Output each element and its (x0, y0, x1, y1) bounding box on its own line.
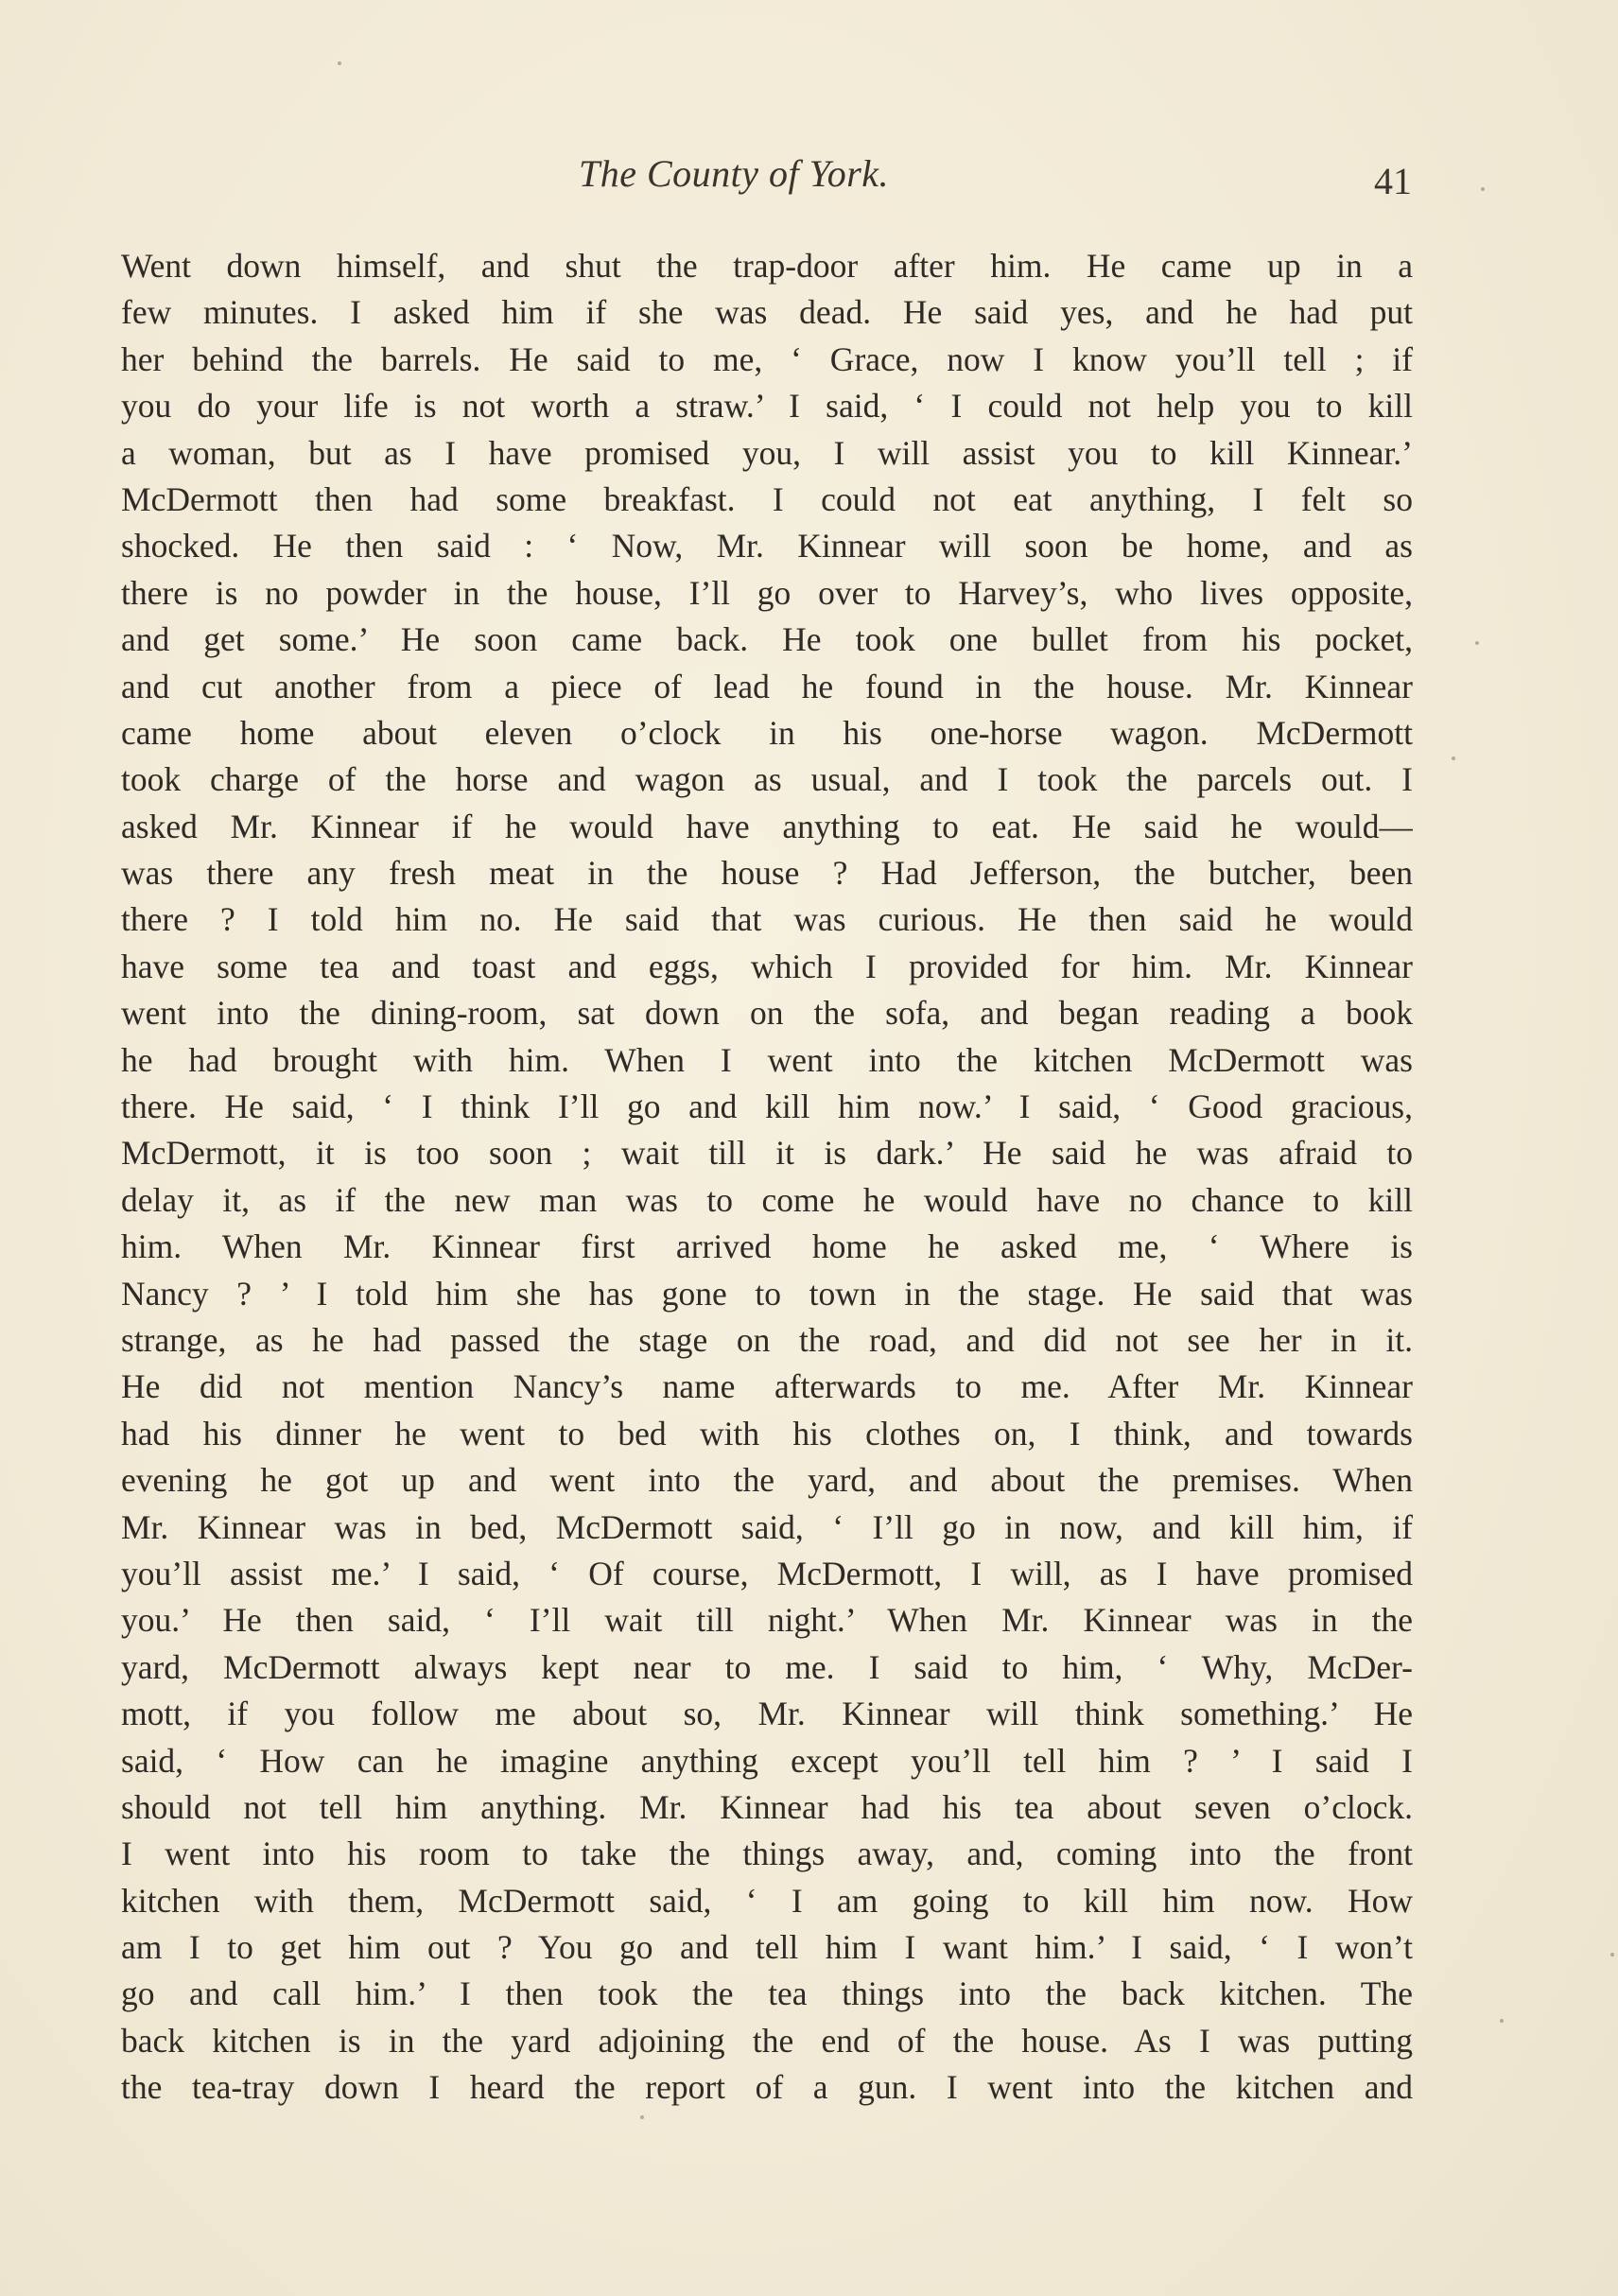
text-line: the tea-tray down I heard the report of a gun. I went into the kitchen and (121, 2068, 1413, 2107)
text-line: yard, McDermott always kept near to me. I said to him, ‘ Why, McDer- (121, 1647, 1413, 1686)
paper-speck (640, 2115, 644, 2119)
text-line: had his dinner he went to bed with his clothes on, I think, and towards (121, 1414, 1413, 1452)
text-line: am I to get him out ? You go and tell him I want him.’ I said, ‘ I won’t (121, 1928, 1413, 1967)
text-line: shocked. He then said : ‘ Now, Mr. Kinnear will soon be home, and as (121, 527, 1413, 565)
text-line: I went into his room to take the things away, and, coming into the front (121, 1835, 1413, 1873)
text-line: few minutes. I asked him if she was dead. He said yes, and he had put (121, 293, 1413, 332)
running-head (0, 151, 1618, 208)
text-line: and cut another from a piece of lead he found in the house. Mr. Kinnear (121, 667, 1413, 705)
text-line: McDermott, it is too soon ; wait till it is dark.’ He said he was afraid to (121, 1134, 1413, 1173)
paper-speck (1610, 1953, 1614, 1957)
text-line: there. He said, ‘ I think I’ll go and kill him now.’ I said, ‘ Good gracious, (121, 1087, 1413, 1126)
paper-speck (1452, 757, 1455, 760)
paper-speck (1500, 2019, 1504, 2023)
body-text (121, 243, 1413, 2112)
text-line: Went down himself, and shut the trap-door after him. He came up in a (121, 247, 1413, 285)
paper-speck (1475, 641, 1479, 645)
text-line: have some tea and toast and eggs, which I provided for him. Mr. Kinnear (121, 947, 1413, 985)
text-line: He did not mention Nancy’s name afterwards to me. After Mr. Kinnear (121, 1367, 1413, 1406)
paper-speck (338, 61, 341, 65)
text-line: Mr. Kinnear was in bed, McDermott said, ‘ I’ll go in now, and kill him, if (121, 1507, 1413, 1546)
text-line: her behind the barrels. He said to me, ‘ Grace, now I know you’ll tell ; if (121, 339, 1413, 378)
text-line: McDermott then had some breakfast. I could not eat anything, I felt so (121, 479, 1413, 518)
text-line: went into the dining-room, sat down on the sofa, and began reading a book (121, 994, 1413, 1033)
text-line: him. When Mr. Kinnear first arrived home he asked me, ‘ Where is (121, 1227, 1413, 1266)
text-line: and get some.’ He soon came back. He took one bullet from his pocket, (121, 620, 1413, 659)
text-line: go and call him.’ I then took the tea things into the back kitchen. The (121, 1974, 1413, 2013)
text-line: kitchen with them, McDermott said, ‘ I am going to kill him now. How (121, 1881, 1413, 1920)
text-line: you.’ He then said, ‘ I’ll wait till night.’ When Mr. Kinnear was in the (121, 1601, 1413, 1640)
text-line: a woman, but as I have promised you, I will assist you to kill Kinnear.’ (121, 433, 1413, 472)
text-line: came home about eleven o’clock in his one-horse wagon. McDermott (121, 713, 1413, 752)
page-number: 41 (1374, 160, 1412, 202)
text-line: mott, if you follow me about so, Mr. Kinnear will think something.’ He (121, 1695, 1413, 1733)
text-line: should not tell him anything. Mr. Kinnear had his tea about seven o’clock. (121, 1787, 1413, 1826)
text-line: asked Mr. Kinnear if he would have anything to eat. He said he would— (121, 807, 1413, 845)
text-line: was there any fresh meat in the house ? Had Jefferson, the butcher, been (121, 854, 1413, 893)
text-line: delay it, as if the new man was to come he would have no chance to kill (121, 1180, 1413, 1219)
text-line: strange, as he had passed the stage on the road, and did not see her in it. (121, 1320, 1413, 1359)
text-line: he had brought with him. When I went into the kitchen McDermott was (121, 1040, 1413, 1079)
text-line: there is no powder in the house, I’ll go over to Harvey’s, who lives opposite, (121, 573, 1413, 612)
text-line: evening he got up and went into the yard, and about the premises. When (121, 1461, 1413, 1500)
text-line: took charge of the horse and wagon as usual, and I took the parcels out. I (121, 760, 1413, 799)
text-line: you’ll assist me.’ I said, ‘ Of course, McDermott, I will, as I have promised (121, 1554, 1413, 1592)
text-line: said, ‘ How can he imagine anything except you’ll tell him ? ’ I said I (121, 1741, 1413, 1780)
text-line: there ? I told him no. He said that was curious. He then said he would (121, 900, 1413, 939)
text-line: Nancy ? ’ I told him she has gone to town in the stage. He said that was (121, 1274, 1413, 1313)
running-title: The County of York. (579, 152, 890, 195)
text-line: you do your life is not worth a straw.’ I said, ‘ I could not help you to kill (121, 387, 1413, 426)
text-line: back kitchen is in the yard adjoining the end of the house. As I was putting (121, 2021, 1413, 2060)
